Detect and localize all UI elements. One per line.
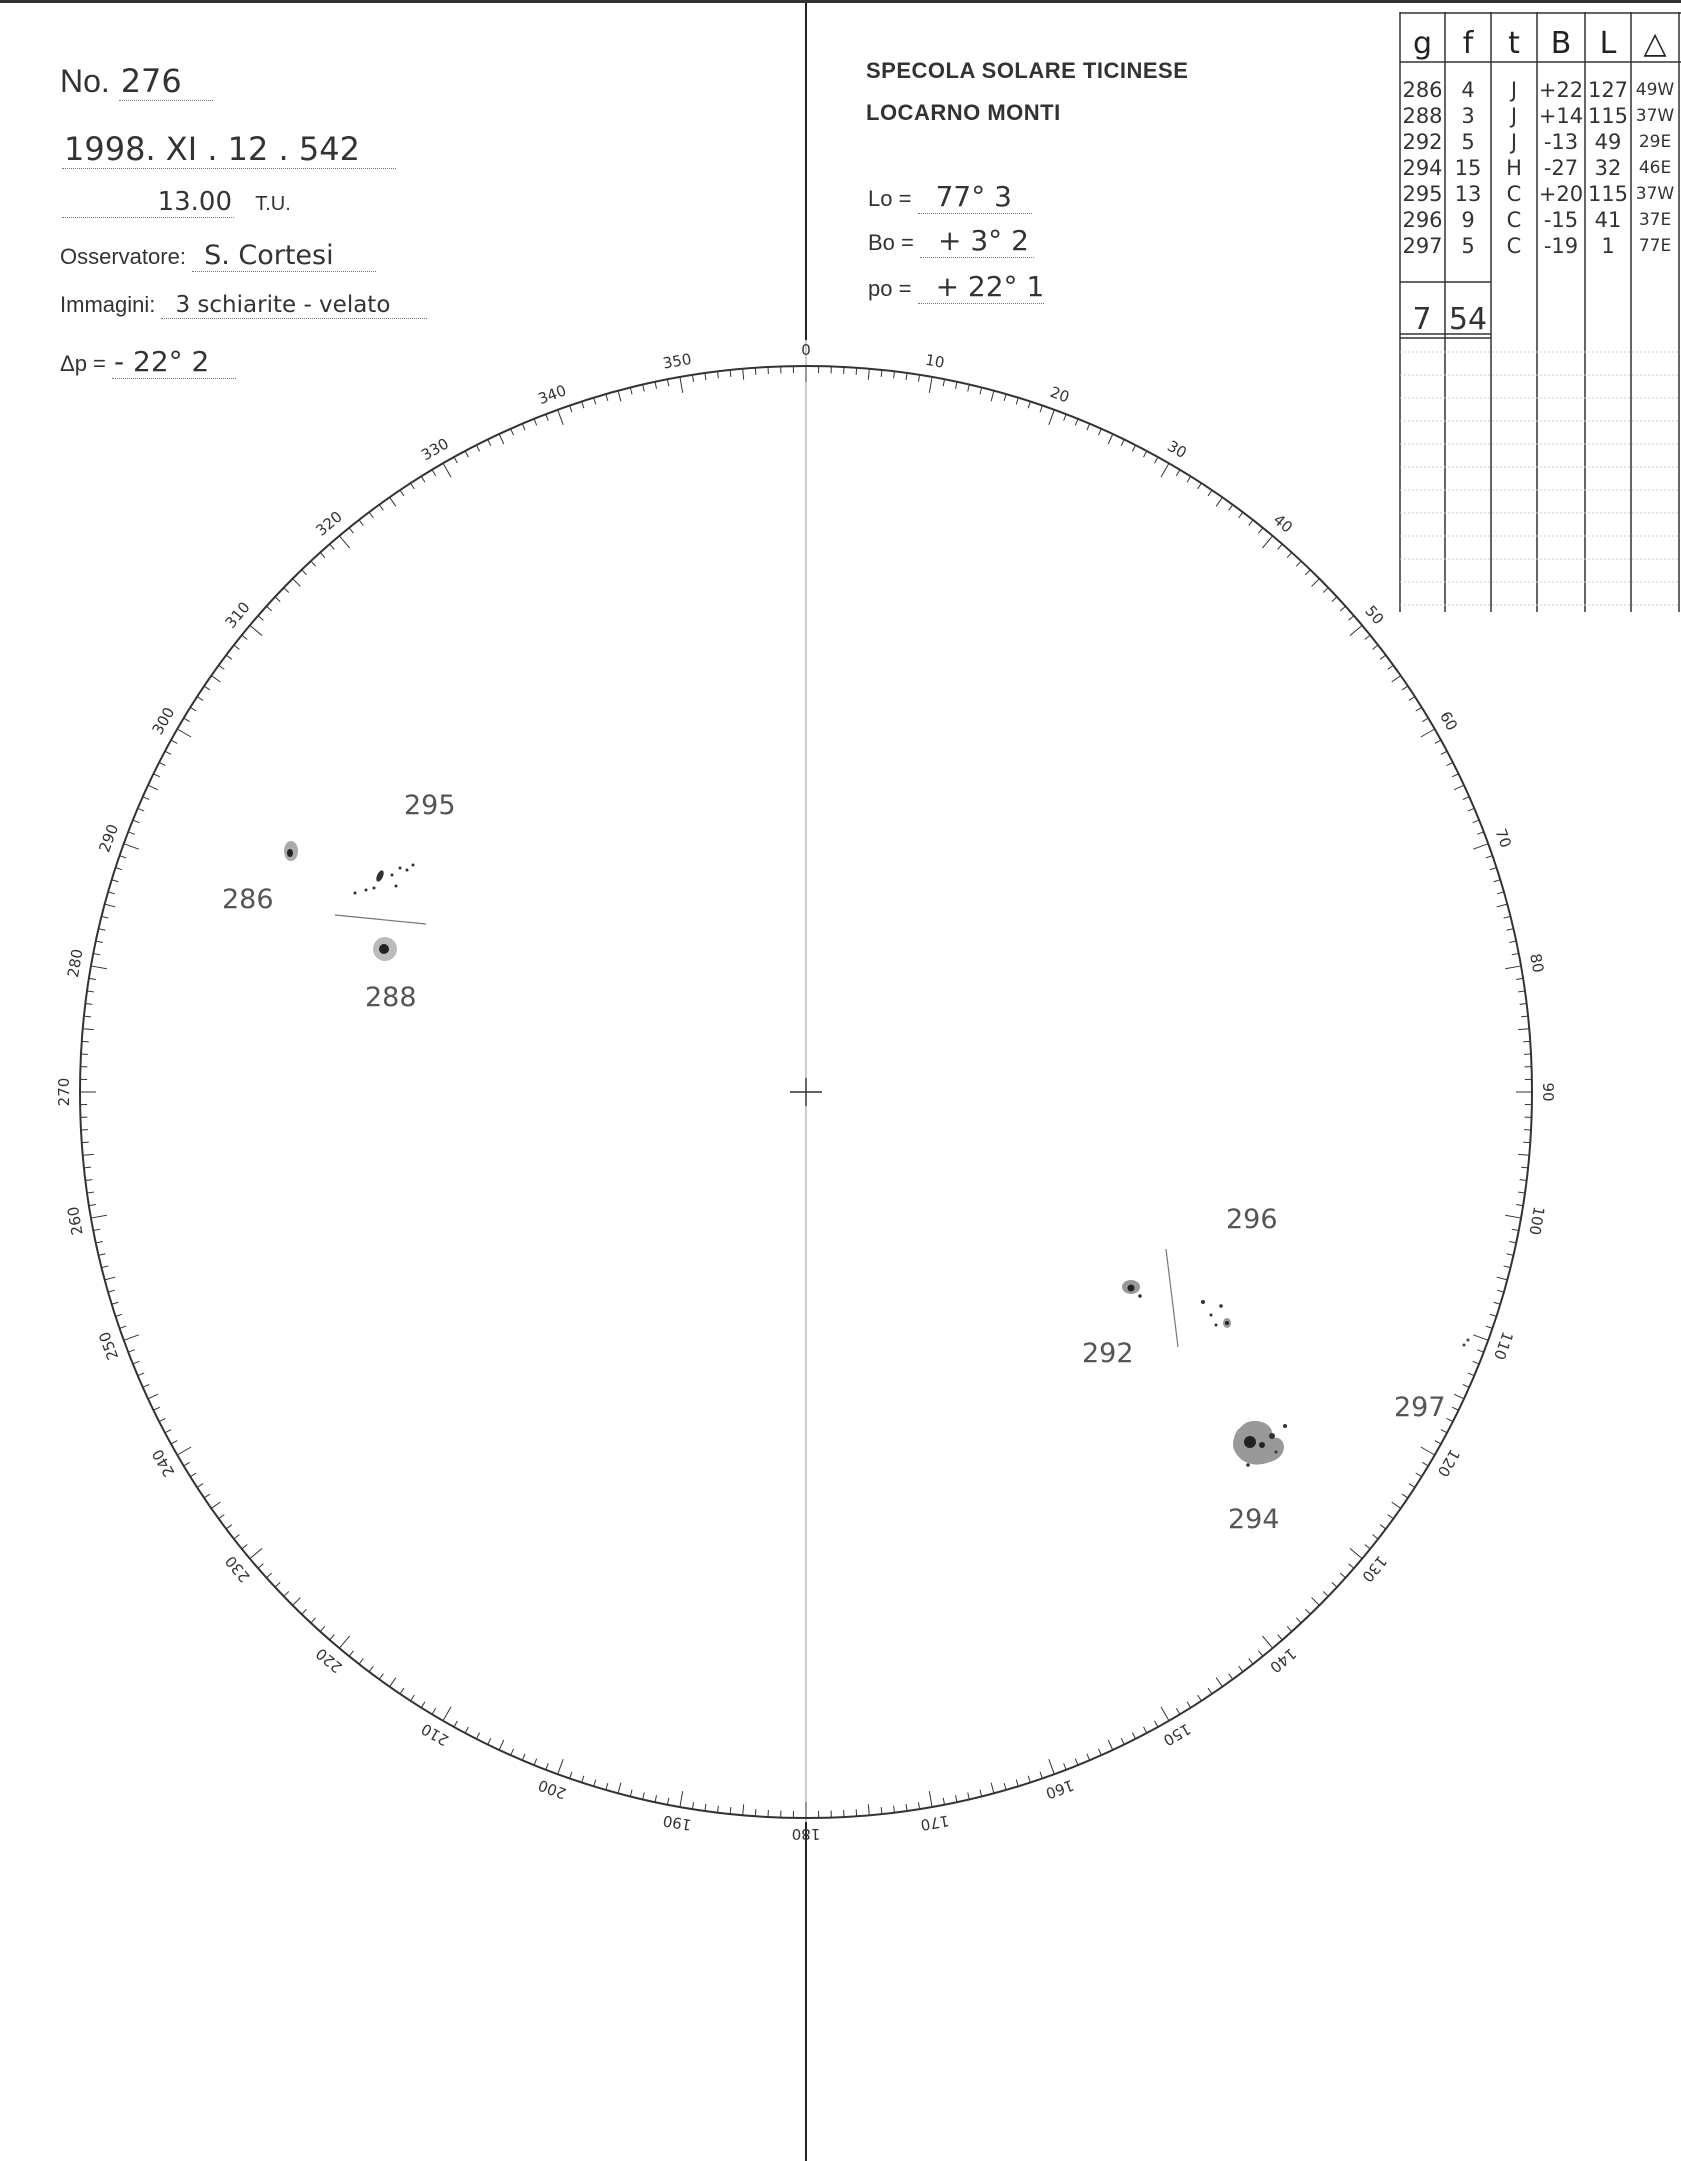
table-cell: -19 <box>1543 234 1579 258</box>
param-P0-value: + 22° 1 <box>918 270 1045 304</box>
degree-label: 120 <box>1433 1446 1464 1480</box>
col-header-t: t <box>1508 26 1520 61</box>
col-header-B: B <box>1550 26 1572 61</box>
table-cell: 292 <box>1402 130 1443 154</box>
record-number <box>60 62 213 101</box>
degree-label: 250 <box>95 1329 123 1363</box>
table-cell: -15 <box>1543 208 1579 232</box>
degree-label: 40 <box>1269 510 1297 537</box>
table-cell: H <box>1506 156 1522 180</box>
spot-group-292 <box>1122 1280 1142 1298</box>
degree-label: 290 <box>95 821 123 855</box>
record-number-value: 276 <box>119 62 213 101</box>
table-cell: 37W <box>1635 106 1675 126</box>
table-cell: 77E <box>1638 236 1672 256</box>
table-cell: J <box>1510 104 1518 128</box>
observer-label: Osservatore: <box>60 244 186 269</box>
table-cell: 115 <box>1587 104 1629 128</box>
table-cell: 5 <box>1461 234 1475 258</box>
degree-label: 260 <box>63 1205 87 1237</box>
table-row <box>1399 234 1681 259</box>
param-B0-value: + 3° 2 <box>920 224 1034 258</box>
degree-label: 170 <box>919 1811 951 1835</box>
degree-label: 70 <box>1491 826 1515 851</box>
degree-label: 310 <box>221 598 254 632</box>
degree-label: 50 <box>1361 601 1388 629</box>
degree-label: 160 <box>1043 1775 1077 1803</box>
table-cell: 4 <box>1461 78 1475 102</box>
col-header-f: f <box>1462 26 1474 61</box>
table-cell: 295 <box>1402 182 1443 206</box>
degree-label: 90 <box>1539 1082 1557 1102</box>
col-header-g: g <box>1412 26 1433 61</box>
spot-label-294: 294 <box>1228 1504 1280 1535</box>
table-row <box>1399 182 1681 207</box>
record-number-label: No. <box>60 63 110 99</box>
table-cell: +20 <box>1538 182 1584 206</box>
sunspot-group-table <box>1399 12 1681 612</box>
images-label: Immagini: <box>60 292 156 317</box>
degree-label: 10 <box>923 350 946 372</box>
table-cell: 32 <box>1594 156 1622 180</box>
spot-label-297: 297 <box>1394 1392 1446 1423</box>
table-cell: 286 <box>1402 78 1443 102</box>
degree-label: 320 <box>312 507 346 540</box>
param-L0-value: 77° 3 <box>918 180 1032 214</box>
images <box>60 292 427 319</box>
observation-date-value: 1998. XI . 12 . 542 <box>62 130 396 169</box>
param-B0 <box>868 224 1034 258</box>
table-row <box>1399 156 1681 181</box>
table-cell: 46E <box>1638 158 1672 178</box>
table-cell: C <box>1506 234 1522 258</box>
center-cross <box>790 1078 822 1106</box>
table-cell: 127 <box>1587 78 1629 102</box>
spot-group-297 <box>1463 1339 1470 1347</box>
table-cell: 296 <box>1402 208 1443 232</box>
total-groups: 7 <box>1412 302 1432 337</box>
col-header-L: L <box>1599 26 1617 61</box>
images-value: 3 schiarite - velato <box>161 292 427 319</box>
spot-group-288 <box>373 937 397 961</box>
param-L0-label: Lo = <box>868 186 912 211</box>
table-cell: +22 <box>1538 78 1584 102</box>
table-cell: 1 <box>1601 234 1615 258</box>
table-cell: 288 <box>1402 104 1443 128</box>
degree-label: 240 <box>148 1446 179 1480</box>
param-B0-label: Bo = <box>868 230 914 255</box>
table-cell: 9 <box>1461 208 1475 232</box>
degree-label: 100 <box>1525 1205 1549 1237</box>
table-cell: 29E <box>1638 132 1672 152</box>
table-cell: 49W <box>1635 80 1675 100</box>
table-cell: +14 <box>1538 104 1584 128</box>
delta-p-label: Δp = <box>60 351 106 376</box>
degree-label: 30 <box>1164 436 1190 462</box>
degree-label: 190 <box>661 1811 693 1835</box>
table-cell: C <box>1506 208 1522 232</box>
degree-label: 180 <box>791 1825 821 1843</box>
table-cell: 115 <box>1587 182 1629 206</box>
table-row <box>1399 208 1681 233</box>
spot-group-286 <box>284 841 298 861</box>
degree-label: 220 <box>312 1644 346 1677</box>
spot-label-286: 286 <box>222 884 274 915</box>
spot-label-292: 292 <box>1082 1338 1134 1369</box>
table-cell: 297 <box>1402 234 1443 258</box>
degree-label: 0 <box>801 341 811 359</box>
table-cell: 41 <box>1594 208 1622 232</box>
degree-label: 110 <box>1489 1329 1517 1363</box>
table-cell: J <box>1510 78 1518 102</box>
col-header-delta: △ <box>1643 26 1667 61</box>
param-P0-label: po = <box>868 276 912 301</box>
degree-label: 340 <box>535 381 569 409</box>
delta-p <box>60 345 236 379</box>
degree-label: 200 <box>535 1775 569 1803</box>
table-cell: 294 <box>1402 156 1443 180</box>
group-divider-left <box>335 915 426 924</box>
table-cell: 13 <box>1454 182 1482 206</box>
degree-label: 60 <box>1436 708 1462 734</box>
time-unit-label: T.U. <box>255 193 291 215</box>
observation-date <box>62 130 396 169</box>
table-cell: -13 <box>1543 130 1579 154</box>
table-cell: 37E <box>1638 210 1672 230</box>
param-P0 <box>868 270 1044 304</box>
table-cell: 5 <box>1461 130 1475 154</box>
table-cell: 15 <box>1454 156 1482 180</box>
spot-group-296 <box>1201 1300 1231 1328</box>
degree-label: 80 <box>1526 952 1548 975</box>
degree-label: 280 <box>63 947 87 979</box>
degree-label: 300 <box>148 704 179 738</box>
degree-label: 130 <box>1358 1552 1391 1586</box>
observation-time <box>62 186 291 218</box>
observer-value: S. Cortesi <box>192 240 376 272</box>
observation-time-value: 13.00 <box>62 187 234 218</box>
degree-label: 230 <box>221 1552 254 1586</box>
spot-group-294 <box>1233 1421 1287 1467</box>
table-cell: 37W <box>1635 184 1675 204</box>
total-spots: 54 <box>1448 302 1488 337</box>
table-cell: C <box>1506 182 1522 206</box>
table-cell: 49 <box>1594 130 1622 154</box>
spot-label-288: 288 <box>365 982 417 1013</box>
observer <box>60 240 376 272</box>
delta-p-value: - 22° 2 <box>112 345 236 379</box>
table-row <box>1399 130 1681 155</box>
group-divider-right <box>1166 1249 1178 1347</box>
table-row <box>1399 78 1681 103</box>
spot-group-295 <box>354 864 415 895</box>
table-cell: 3 <box>1461 104 1475 128</box>
degree-label: 210 <box>418 1719 452 1750</box>
institution-location: LOCARNO MONTI <box>866 100 1061 125</box>
degree-label: 330 <box>418 434 452 465</box>
degree-label: 150 <box>1160 1719 1194 1750</box>
spot-label-296: 296 <box>1226 1204 1278 1235</box>
table-cell: -27 <box>1543 156 1579 180</box>
table-row <box>1399 104 1681 129</box>
degree-label: 270 <box>55 1077 73 1107</box>
spot-label-295: 295 <box>404 790 456 821</box>
institution-name: SPECOLA SOLARE TICINESE <box>866 58 1189 83</box>
param-L0 <box>868 180 1032 214</box>
table-cell: J <box>1510 130 1518 154</box>
degree-label: 20 <box>1047 383 1072 407</box>
degree-label: 350 <box>661 349 693 373</box>
degree-label: 140 <box>1266 1644 1300 1677</box>
